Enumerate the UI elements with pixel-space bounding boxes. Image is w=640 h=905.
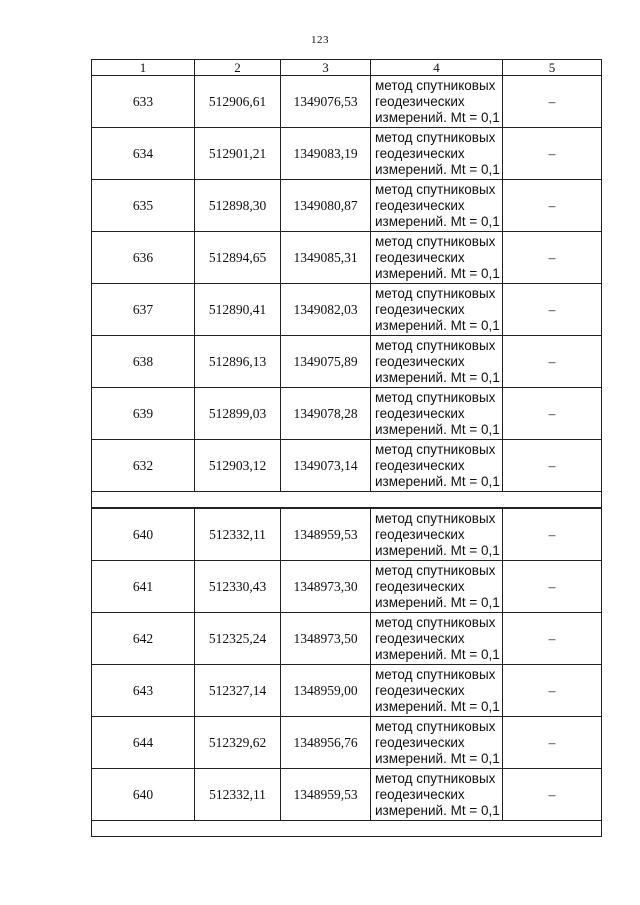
- column-header: 3: [281, 60, 371, 76]
- column-header: 1: [92, 60, 195, 76]
- x-coordinate-cell: 512906,61: [195, 76, 281, 128]
- extra-cell: –: [503, 128, 602, 180]
- y-coordinate-cell: 1349075,89: [281, 336, 371, 388]
- x-coordinate-cell: 512329,62: [195, 717, 281, 769]
- method-text-line: геодезических: [375, 457, 465, 473]
- method-text-line: измерений. Mt = 0,1: [375, 369, 500, 385]
- point-number-cell: 632: [92, 440, 195, 492]
- extra-cell: –: [503, 509, 602, 561]
- method-cell: [371, 232, 503, 284]
- x-coordinate-cell: 512901,21: [195, 128, 281, 180]
- x-coordinate-cell: 512325,24: [195, 613, 281, 665]
- x-coordinate-cell: 512327,14: [195, 665, 281, 717]
- separator-cell: [92, 492, 602, 508]
- x-coordinate-cell: 512896,13: [195, 336, 281, 388]
- y-coordinate-cell: 1349083,19: [281, 128, 371, 180]
- y-coordinate-cell: 1349082,03: [281, 284, 371, 336]
- method-cell: [371, 128, 503, 180]
- method-text-line: метод спутниковых: [375, 337, 496, 353]
- extra-cell: –: [503, 440, 602, 492]
- table-row: [92, 388, 602, 440]
- separator-cell: [92, 821, 602, 837]
- x-coordinate-cell: 512330,43: [195, 561, 281, 613]
- y-coordinate-cell: 1349078,28: [281, 388, 371, 440]
- page-number: 123: [311, 34, 329, 46]
- method-text-line: геодезических: [375, 405, 465, 421]
- coordinates-table: [91, 59, 602, 837]
- method-cell: [371, 180, 503, 232]
- table-row: [92, 336, 602, 388]
- table-row: [92, 509, 602, 561]
- method-text-line: измерений. Mt = 0,1: [375, 594, 500, 610]
- extra-cell: –: [503, 388, 602, 440]
- method-cell: [371, 284, 503, 336]
- method-text-line: метод спутниковых: [375, 129, 496, 145]
- point-number-cell: 638: [92, 336, 195, 388]
- method-text-line: измерений. Mt = 0,1: [375, 698, 500, 714]
- table-row: [92, 613, 602, 665]
- method-text-line: метод спутниковых: [375, 666, 496, 682]
- method-text-line: измерений. Mt = 0,1: [375, 109, 500, 125]
- table-row: [92, 232, 602, 284]
- y-coordinate-cell: 1348973,50: [281, 613, 371, 665]
- point-number-cell: 637: [92, 284, 195, 336]
- table-row: [92, 717, 602, 769]
- extra-cell: –: [503, 232, 602, 284]
- extra-cell: –: [503, 284, 602, 336]
- method-text-line: метод спутниковых: [375, 233, 496, 249]
- extra-cell: –: [503, 180, 602, 232]
- method-cell: [371, 769, 503, 821]
- method-text-line: геодезических: [375, 630, 465, 646]
- extra-cell: –: [503, 76, 602, 128]
- y-coordinate-cell: 1349085,31: [281, 232, 371, 284]
- method-cell: [371, 336, 503, 388]
- table-row: [92, 561, 602, 613]
- method-text-line: измерений. Mt = 0,1: [375, 646, 500, 662]
- method-cell: [371, 509, 503, 561]
- y-coordinate-cell: 1349073,14: [281, 440, 371, 492]
- method-text-line: геодезических: [375, 301, 465, 317]
- method-text-line: геодезических: [375, 578, 465, 594]
- method-text-line: измерений. Mt = 0,1: [375, 802, 500, 818]
- method-text-line: измерений. Mt = 0,1: [375, 213, 500, 229]
- y-coordinate-cell: 1348959,53: [281, 769, 371, 821]
- x-coordinate-cell: 512898,30: [195, 180, 281, 232]
- method-text-line: геодезических: [375, 786, 465, 802]
- y-coordinate-cell: 1349080,87: [281, 180, 371, 232]
- extra-cell: –: [503, 769, 602, 821]
- table-row: [92, 665, 602, 717]
- method-text-line: геодезических: [375, 353, 465, 369]
- separator-row: [92, 492, 602, 508]
- x-coordinate-cell: 512903,12: [195, 440, 281, 492]
- y-coordinate-cell: 1348959,00: [281, 665, 371, 717]
- method-text-line: метод спутниковых: [375, 614, 496, 630]
- method-cell: [371, 665, 503, 717]
- point-number-cell: 640: [92, 769, 195, 821]
- method-text-line: метод спутниковых: [375, 285, 496, 301]
- header-row: [92, 60, 602, 76]
- method-text-line: измерений. Mt = 0,1: [375, 421, 500, 437]
- method-cell: [371, 76, 503, 128]
- method-text-line: метод спутниковых: [375, 770, 496, 786]
- point-number-cell: 636: [92, 232, 195, 284]
- x-coordinate-cell: 512894,65: [195, 232, 281, 284]
- extra-cell: –: [503, 665, 602, 717]
- table-row: [92, 440, 602, 492]
- group-separator: [92, 492, 602, 509]
- column-header: 5: [503, 60, 602, 76]
- group-2-rows: [92, 509, 602, 821]
- extra-cell: –: [503, 561, 602, 613]
- x-coordinate-cell: 512890,41: [195, 284, 281, 336]
- method-cell: [371, 388, 503, 440]
- method-cell: [371, 561, 503, 613]
- method-text-line: геодезических: [375, 734, 465, 750]
- table-row: [92, 76, 602, 128]
- table-row: [92, 180, 602, 232]
- extra-cell: –: [503, 336, 602, 388]
- method-text-line: геодезических: [375, 197, 465, 213]
- table-row: [92, 769, 602, 821]
- separator-row: [92, 821, 602, 837]
- table-footer: [92, 821, 602, 837]
- method-text-line: метод спутниковых: [375, 389, 496, 405]
- y-coordinate-cell: 1349076,53: [281, 76, 371, 128]
- table-row: [92, 128, 602, 180]
- point-number-cell: 644: [92, 717, 195, 769]
- table-row: [92, 284, 602, 336]
- group-1-rows: [92, 76, 602, 492]
- method-text-line: метод спутниковых: [375, 181, 496, 197]
- point-number-cell: 635: [92, 180, 195, 232]
- x-coordinate-cell: 512332,11: [195, 509, 281, 561]
- method-cell: [371, 613, 503, 665]
- column-header: 4: [371, 60, 503, 76]
- method-text-line: метод спутниковых: [375, 77, 496, 93]
- point-number-cell: 641: [92, 561, 195, 613]
- method-text-line: геодезических: [375, 249, 465, 265]
- point-number-cell: 642: [92, 613, 195, 665]
- point-number-cell: 639: [92, 388, 195, 440]
- method-text-line: измерений. Mt = 0,1: [375, 542, 500, 558]
- method-text-line: метод спутниковых: [375, 718, 496, 734]
- method-cell: [371, 440, 503, 492]
- y-coordinate-cell: 1348973,30: [281, 561, 371, 613]
- method-text-line: метод спутниковых: [375, 441, 496, 457]
- method-text-line: геодезических: [375, 682, 465, 698]
- method-text-line: метод спутниковых: [375, 510, 496, 526]
- point-number-cell: 640: [92, 509, 195, 561]
- method-text-line: измерений. Mt = 0,1: [375, 317, 500, 333]
- method-text-line: метод спутниковых: [375, 562, 496, 578]
- method-text-line: измерений. Mt = 0,1: [375, 265, 500, 281]
- point-number-cell: 643: [92, 665, 195, 717]
- method-text-line: измерений. Mt = 0,1: [375, 750, 500, 766]
- extra-cell: –: [503, 613, 602, 665]
- method-text-line: геодезических: [375, 93, 465, 109]
- column-header: 2: [195, 60, 281, 76]
- point-number-cell: 634: [92, 128, 195, 180]
- method-cell: [371, 717, 503, 769]
- method-text-line: измерений. Mt = 0,1: [375, 473, 500, 489]
- x-coordinate-cell: 512899,03: [195, 388, 281, 440]
- method-text-line: геодезических: [375, 145, 465, 161]
- point-number-cell: 633: [92, 76, 195, 128]
- extra-cell: –: [503, 717, 602, 769]
- y-coordinate-cell: 1348956,76: [281, 717, 371, 769]
- x-coordinate-cell: 512332,11: [195, 769, 281, 821]
- method-text-line: измерений. Mt = 0,1: [375, 161, 500, 177]
- method-text-line: геодезических: [375, 526, 465, 542]
- y-coordinate-cell: 1348959,53: [281, 509, 371, 561]
